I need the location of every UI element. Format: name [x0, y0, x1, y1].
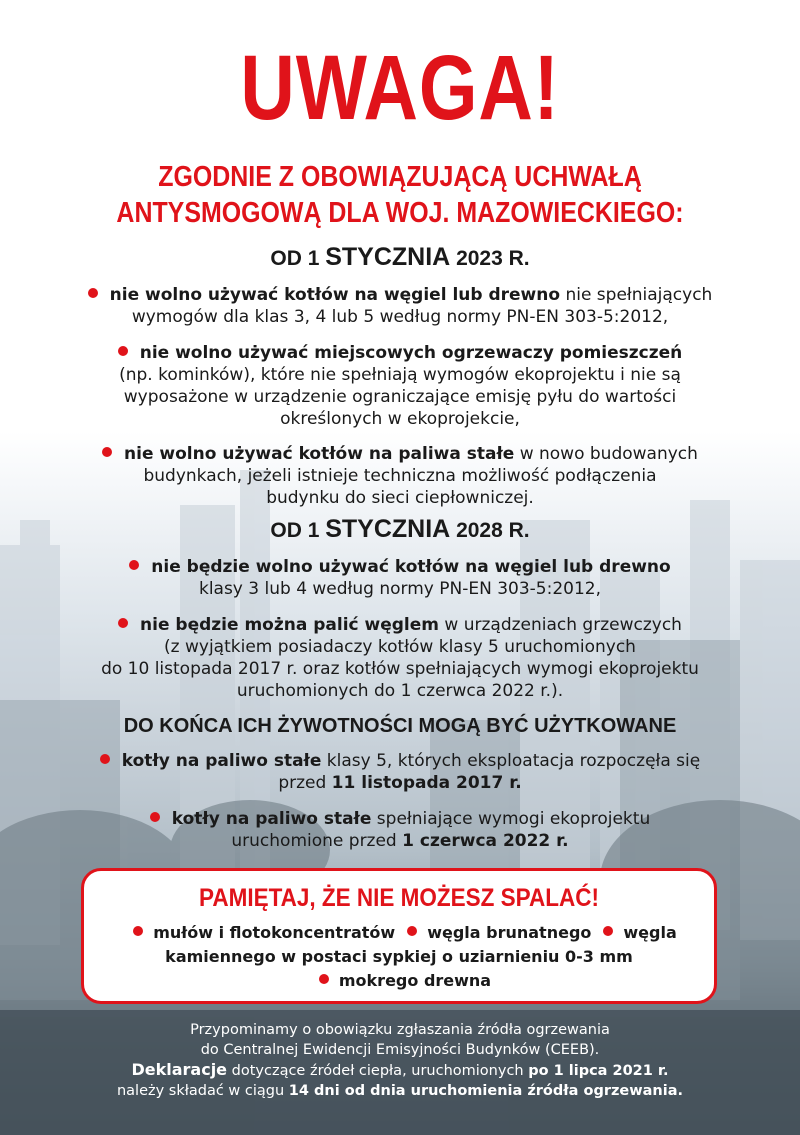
reminder-list — [104, 921, 694, 993]
bullet-icon — [118, 346, 128, 356]
section-heading-lifetime: DO KOŃCA ICH ŻYWOTNOŚCI MOGĄ BYĆ UŻYTKOWANE — [123, 715, 677, 737]
subtitle-line-2: ANTYSMOGOWĄ DLA WOJ. MAZOWIECKIEGO: — [116, 197, 684, 229]
item-text: uruchomione przed — [231, 831, 403, 851]
footer-bold: Deklaracje — [131, 1060, 228, 1079]
item-bold: kotły na paliwo stałe — [121, 751, 322, 771]
bullet-icon — [129, 560, 139, 570]
item-text: w nowo budowanych — [514, 444, 698, 464]
item-bold: kotły na paliwo stałe — [171, 809, 372, 829]
date-prefix: OD 1 — [270, 519, 320, 542]
item-bold: 11 listopada 2017 r. — [331, 773, 522, 793]
bullet-icon — [102, 447, 112, 457]
reminder-item: węgla brunatnego — [427, 923, 592, 942]
bullet-icon — [603, 926, 613, 936]
item-text: spełniające wymogi ekoprojektu — [371, 809, 651, 829]
reminder-item: mułów i flotokoncentratów — [153, 923, 396, 942]
footer-bold: 14 dni od dnia uruchomienia źródła ogrzewania. — [288, 1083, 684, 1099]
item-text: klasy 5, których eksploatacja rozpoczęła się — [321, 751, 701, 771]
ceeb-footer — [0, 1020, 800, 1101]
section-heading-2028 — [0, 516, 800, 544]
item-text: (np. kominków), które nie spełniają wymogów ekoprojektu i nie są — [119, 365, 681, 385]
date-month: STYCZNIA — [325, 243, 451, 271]
reminder-title: PAMIĘTAJ, ŻE NIE MOŻESZ SPALAĆ! — [198, 884, 600, 912]
item-bold: nie wolno używać kotłów na paliwa stałe — [124, 444, 515, 464]
date-year: 2023 R. — [456, 247, 530, 270]
footer-line: Przypominamy o obowiązku zgłaszania źródła ogrzewania — [190, 1022, 610, 1038]
item-bold: nie wolno używać miejscowych ogrzewaczy pomieszczeń — [139, 343, 683, 363]
list-item — [30, 443, 770, 509]
item-bold: 1 czerwca 2022 r. — [402, 831, 569, 851]
date-year: 2028 R. — [456, 519, 530, 542]
item-text: (z wyjątkiem posiadaczy kotłów klasy 5 uruchomionych — [164, 637, 636, 657]
footer-line: dotyczące źródeł ciepła, uruchomionych — [227, 1063, 529, 1079]
footer-line: do Centralnej Ewidencji Emisyjności Budynków (CEEB). — [200, 1042, 600, 1058]
date-month: STYCZNIA — [325, 515, 451, 543]
bullet-icon — [150, 812, 160, 822]
footer-line: należy składać w ciągu — [116, 1083, 289, 1099]
list-item — [30, 614, 770, 702]
item-bold: nie będzie można palić węglem — [140, 615, 439, 635]
date-prefix: OD 1 — [270, 247, 320, 270]
item-text: wyposażone w urządzenie ograniczające emisję pyłu do wartości — [123, 387, 677, 407]
footer-bold: po 1 lipca 2021 r. — [528, 1063, 669, 1079]
bullet-icon — [133, 926, 143, 936]
list-item — [30, 556, 770, 600]
reminder-item: węgla — [623, 923, 677, 942]
reminder-item: kamiennego w postaci sypkiej o uziarnieniu 0-3 mm — [165, 947, 633, 966]
list-item — [30, 342, 770, 430]
item-text: w urządzeniach grzewczych — [439, 615, 682, 635]
item-text: uruchomionych do 1 czerwca 2022 r.). — [236, 681, 564, 701]
bullet-icon — [88, 288, 98, 298]
reminder-box — [81, 868, 717, 1004]
bullet-icon — [118, 618, 128, 628]
section-heading-2023 — [0, 244, 800, 272]
item-text: budynkach, jeżeli istnieje techniczna możliwość podłączenia — [143, 466, 657, 486]
list-item — [30, 284, 770, 328]
item-bold: nie wolno używać kotłów na węgiel lub drewno — [109, 285, 561, 305]
bullet-icon — [100, 754, 110, 764]
reminder-item: mokrego drewna — [338, 971, 492, 990]
list-item — [30, 750, 770, 794]
item-text: do 10 listopada 2017 r. oraz kotłów spełniających wymogi ekoprojektu — [101, 659, 699, 679]
item-text: klasy 3 lub 4 według normy PN-EN 303-5:2012, — [198, 579, 602, 599]
item-text: określonych w ekoprojekcie, — [280, 409, 520, 429]
bullet-icon — [407, 926, 417, 936]
subtitle-line-1: ZGODNIE Z OBOWIĄZUJĄCĄ UCHWAŁĄ — [158, 161, 642, 193]
item-text: budynku do sieci ciepłowniczej. — [266, 488, 534, 508]
bullet-icon — [319, 974, 329, 984]
list-item — [30, 808, 770, 852]
item-text: wymogów dla klas 3, 4 lub 5 według normy PN-EN 303-5:2012, — [131, 307, 669, 327]
item-text: przed — [278, 773, 332, 793]
item-text: nie spełniających — [560, 285, 713, 305]
page-title: UWAGA! — [240, 37, 560, 139]
item-bold: nie będzie wolno używać kotłów na węgiel lub drewno — [151, 557, 671, 577]
